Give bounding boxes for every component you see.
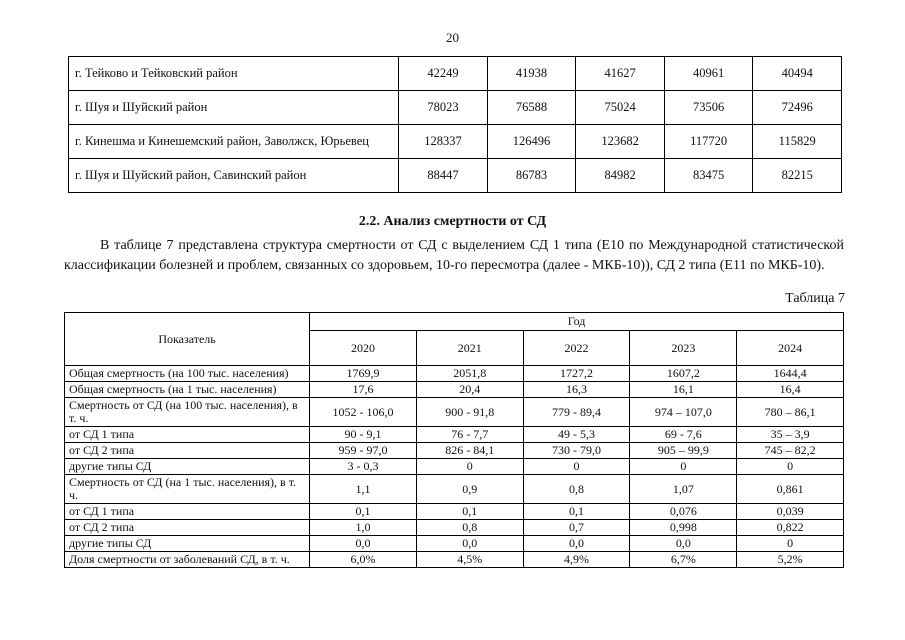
table-cell: 83475 <box>664 159 753 193</box>
table-cell: 42249 <box>399 57 488 91</box>
table-cell: 905 – 99,9 <box>630 443 737 459</box>
table-cell: 86783 <box>487 159 576 193</box>
table-caption: Таблица 7 <box>785 291 845 306</box>
indicator-header: Показатель <box>65 313 310 366</box>
table-cell: 3 - 0,3 <box>310 459 417 475</box>
table-row <box>65 398 844 427</box>
table-cell: 0,7 <box>523 520 630 536</box>
table-cell: 0,1 <box>310 504 417 520</box>
table-cell: 72496 <box>753 91 842 125</box>
table-cell: 49 - 5,3 <box>523 427 630 443</box>
table-cell: 779 - 89,4 <box>523 398 630 427</box>
year-cell: 2021 <box>416 331 523 366</box>
table-row <box>69 159 842 193</box>
mortality-table <box>64 312 844 568</box>
table-row <box>65 536 844 552</box>
section-title: 2.2. Анализ смертности от СД <box>358 214 547 229</box>
page-number: 20 <box>446 30 459 45</box>
table-cell: 0,861 <box>737 475 844 504</box>
table-cell: 0,8 <box>523 475 630 504</box>
table-cell: 5,2% <box>737 552 844 568</box>
table-cell: 0,1 <box>416 504 523 520</box>
table-row <box>65 427 844 443</box>
section-paragraph: В таблице 7 представлена структура смертности от СД с выделением СД 1 типа (Е10 по Международной статистической классификации болезней и проблем, связанных со здоровьем, 10-го пересмотра (далее - МКБ-10)), СД 2 типа (Е11 по МКБ-10). <box>64 238 844 273</box>
table-cell: 0 <box>630 459 737 475</box>
table-cell: 4,5% <box>416 552 523 568</box>
table-row <box>69 91 842 125</box>
table-cell: 82215 <box>753 159 842 193</box>
table-row <box>65 382 844 398</box>
table-cell: 126496 <box>487 125 576 159</box>
table-cell: 1727,2 <box>523 366 630 382</box>
row-label: от СД 1 типа <box>65 504 310 520</box>
row-label: от СД 2 типа <box>65 520 310 536</box>
table-cell: 115829 <box>753 125 842 159</box>
table-cell: 78023 <box>399 91 488 125</box>
table-cell: 76 - 7,7 <box>416 427 523 443</box>
row-label: от СД 2 типа <box>65 443 310 459</box>
table-cell: 0 <box>523 459 630 475</box>
table-cell: 745 – 82,2 <box>737 443 844 459</box>
table-cell: 41627 <box>576 57 665 91</box>
table-cell: 40494 <box>753 57 842 91</box>
table-cell: 1,0 <box>310 520 417 536</box>
row-label: Общая смертность (на 1 тыс. населения) <box>65 382 310 398</box>
table-cell: 69 - 7,6 <box>630 427 737 443</box>
table-cell: 0,822 <box>737 520 844 536</box>
table-cell: 0,8 <box>416 520 523 536</box>
table-cell: 1052 - 106,0 <box>310 398 417 427</box>
row-label: г. Тейково и Тейковский район <box>69 57 399 91</box>
row-label: Общая смертность (на 100 тыс. населения) <box>65 366 310 382</box>
table-cell: 0,0 <box>310 536 417 552</box>
table-cell: 75024 <box>576 91 665 125</box>
table-row <box>65 504 844 520</box>
table-cell: 1769,9 <box>310 366 417 382</box>
row-label: г. Шуя и Шуйский район, Савинский район <box>69 159 399 193</box>
table-cell: 16,3 <box>523 382 630 398</box>
table-cell: 0,039 <box>737 504 844 520</box>
table-cell: 826 - 84,1 <box>416 443 523 459</box>
table-cell: 76588 <box>487 91 576 125</box>
table-cell: 2051,8 <box>416 366 523 382</box>
table-cell: 17,6 <box>310 382 417 398</box>
table-cell: 6,7% <box>630 552 737 568</box>
table-cell: 40961 <box>664 57 753 91</box>
table-cell: 117720 <box>664 125 753 159</box>
table-cell: 84982 <box>576 159 665 193</box>
table-cell: 20,4 <box>416 382 523 398</box>
year-header: Год <box>310 313 844 331</box>
table-cell: 128337 <box>399 125 488 159</box>
table-row <box>69 125 842 159</box>
table-row <box>65 459 844 475</box>
table-cell: 90 - 9,1 <box>310 427 417 443</box>
row-label: Смертность от СД (на 100 тыс. населения), в т. ч. <box>65 398 310 427</box>
row-label: г. Шуя и Шуйский район <box>69 91 399 125</box>
table-cell: 16,1 <box>630 382 737 398</box>
table-row <box>65 520 844 536</box>
row-label: другие типы СД <box>65 536 310 552</box>
row-label: от СД 1 типа <box>65 427 310 443</box>
table-cell: 88447 <box>399 159 488 193</box>
table-cell: 974 – 107,0 <box>630 398 737 427</box>
table-cell: 1,07 <box>630 475 737 504</box>
year-cell: 2024 <box>737 331 844 366</box>
row-label: Доля смертности от заболеваний СД, в т. ч. <box>65 552 310 568</box>
table-cell: 0,0 <box>416 536 523 552</box>
table-cell: 0,1 <box>523 504 630 520</box>
table-cell: 35 – 3,9 <box>737 427 844 443</box>
table-cell: 0 <box>416 459 523 475</box>
table-cell: 73506 <box>664 91 753 125</box>
table-cell: 730 - 79,0 <box>523 443 630 459</box>
table-cell: 900 - 91,8 <box>416 398 523 427</box>
year-cell: 2023 <box>630 331 737 366</box>
table-row <box>65 475 844 504</box>
table-cell: 0,9 <box>416 475 523 504</box>
table-cell: 0,0 <box>523 536 630 552</box>
table-row <box>65 443 844 459</box>
row-label: Смертность от СД (на 1 тыс. населения), в т. ч. <box>65 475 310 504</box>
table-cell: 1607,2 <box>630 366 737 382</box>
table-cell: 0,076 <box>630 504 737 520</box>
table-cell: 123682 <box>576 125 665 159</box>
table-row <box>65 366 844 382</box>
row-label: г. Кинешма и Кинешемский район, Заволжск, Юрьевец <box>69 125 399 159</box>
row-label: другие типы СД <box>65 459 310 475</box>
table-cell: 4,9% <box>523 552 630 568</box>
table-cell: 0 <box>737 459 844 475</box>
table-cell: 780 – 86,1 <box>737 398 844 427</box>
population-table <box>68 56 842 193</box>
table-cell: 0,998 <box>630 520 737 536</box>
table-cell: 1,1 <box>310 475 417 504</box>
table-cell: 41938 <box>487 57 576 91</box>
table-cell: 0,0 <box>630 536 737 552</box>
table-cell: 0 <box>737 536 844 552</box>
table-cell: 16,4 <box>737 382 844 398</box>
year-cell: 2022 <box>523 331 630 366</box>
table-cell: 959 - 97,0 <box>310 443 417 459</box>
table-row <box>65 552 844 568</box>
table-cell: 1644,4 <box>737 366 844 382</box>
table-cell: 6,0% <box>310 552 417 568</box>
table-row <box>69 57 842 91</box>
year-cell: 2020 <box>310 331 417 366</box>
